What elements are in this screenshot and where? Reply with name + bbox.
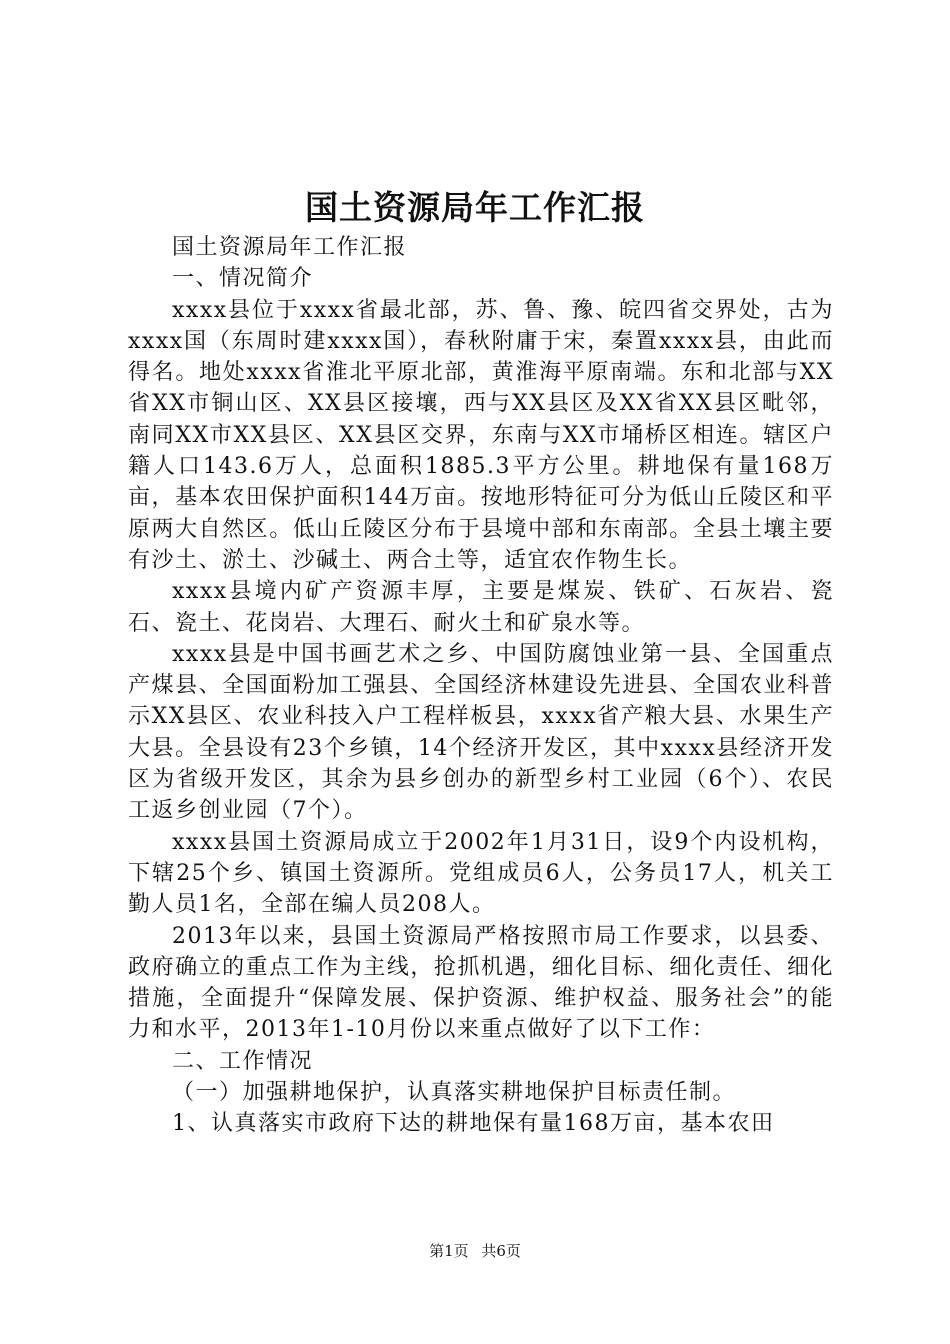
paragraph-farmland-item-1: 1、认真落实市政府下达的耕地保有量168万亩，基本农田 [172,1111,775,1137]
page-total: 共6页 [481,1242,521,1260]
paragraph-mineral-resources: xxxx县境内矿产资源丰厚，主要是煤炭、铁矿、石灰岩、瓷石、瓷土、花岗岩、大理石、耐火土和矿泉水等。 [128,579,834,636]
paragraph-bureau-structure: xxxx县国土资源局成立于2002年1月31日，设9个内设机构，下辖25个乡、镇国土资源所。党组成员6人，公务员17人，机关工勤人员1名，全部在编人员208人。 [128,829,834,918]
document-body [128,232,834,1140]
document-title: 国土资源局年工作汇报 [305,188,645,227]
page-footer [0,1239,950,1263]
paragraph-work-summary: 2013年以来，县国土资源局严格按照市局工作要求，以县委、政府确立的重点工作为主线，抢抓机遇，细化目标、细化责任、细化措施，全面提升“保障发展、保护资源、维护权益、服务社会”的能力和水平，2013年1-10月份以来重点做好了以下工作： [128,923,834,1043]
section-heading-work: 二、工作情况 [172,1048,314,1074]
paragraph-subtitle: 国土资源局年工作汇报 [172,235,408,260]
paragraph-county-overview: xxxx县位于xxxx省最北部，苏、鲁、豫、皖四省交界处，古为xxxx国（东周时建xxxx国），春秋附庸于宋，秦置xxxx县，由此而得名。地处xxxx省淮北平原北部，黄淮海平原南端。东和北部与XX省XX市铜山区、XX县区接壤，西与XX县区及XX省XX县区毗邻，南同XX市XX县区、XX县区交界，东南与XX市埇桥区相连。辖区户籍人口143.6万人，总面积1885.3平方公里。耕地保有量168万亩，基本农田保护面积144万亩。按地形特征可分为低山丘陵区和平原两大自然区。低山丘陵区分布于县境中部和东南部。全县土壤主要有沙土、淤土、沙碱土、两合土等，适宜农作物生长。 [128,297,834,573]
section-heading-overview: 一、情况简介 [172,266,314,292]
paragraph-county-honors: xxxx县是中国书画艺术之乡、中国防腐蚀业第一县、全国重点产煤县、全国面粉加工强县、全国经济林建设先进县、全国农业科普示XX县区、农业科技入户工程样板县，xxxx省产粮大县、水果生产大县。全县设有23个乡镇，14个经济开发区，其中xxxx县经济开发区为省级开发区，其余为县乡创办的新型乡村工业园（6个）、农民工返乡创业园（7个）。 [128,641,834,824]
subsection-heading-farmland: （一）加强耕地保护，认真落实耕地保护目标责任制。 [172,1080,737,1106]
page-number: 第1页 [429,1242,469,1260]
